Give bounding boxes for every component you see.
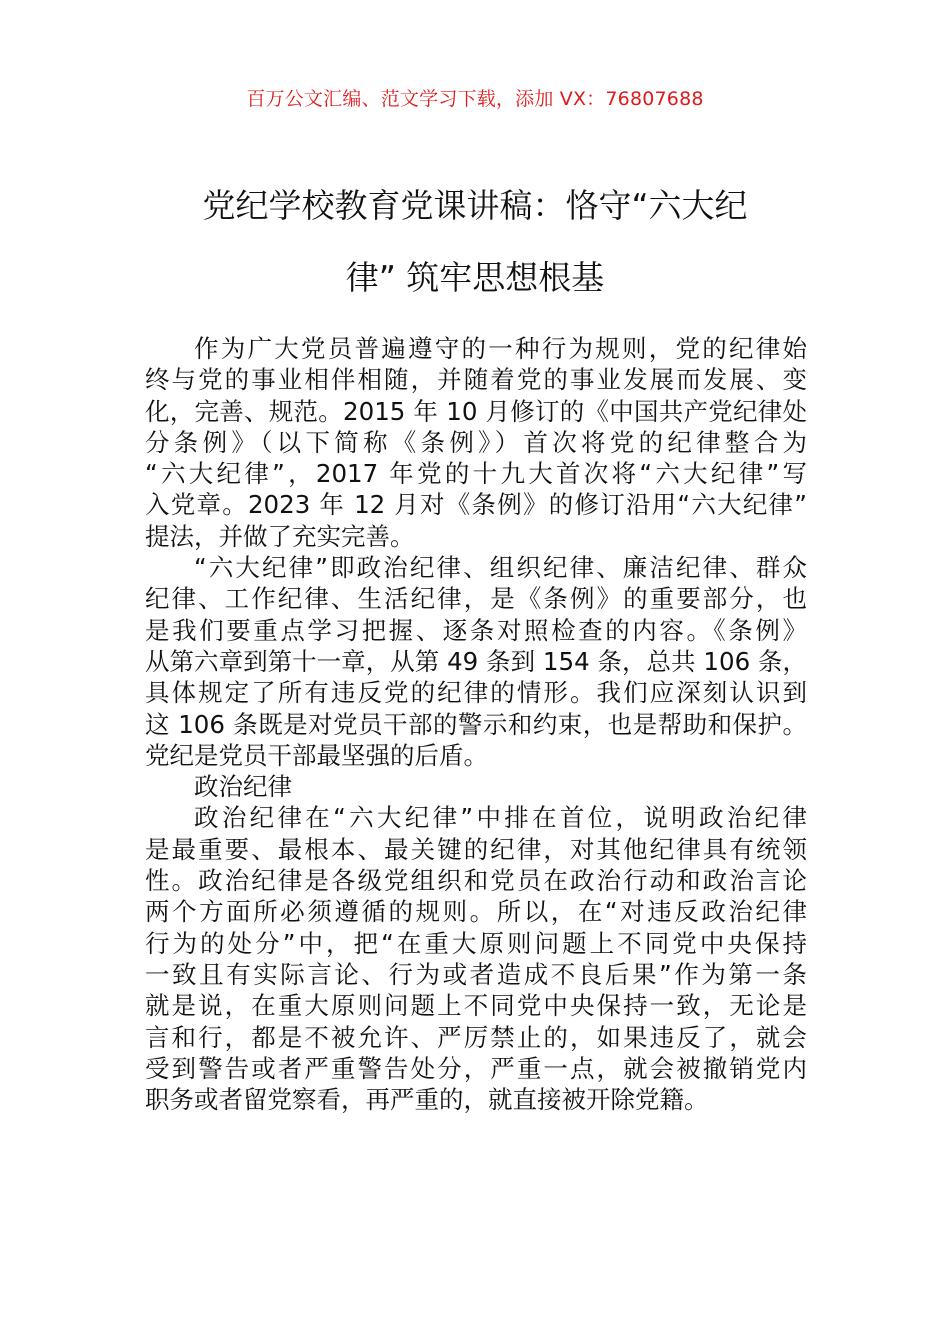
text-line: 分条例》（以下简称《条例》）首次将党的纪律整合为 <box>145 427 807 457</box>
text-line: 具体规定了所有违反党的纪律的情形。我们应深刻认识到 <box>145 678 807 708</box>
text-line: 行为的处分”中，把“在重大原则问题上不同党中央保持 <box>145 928 807 958</box>
paragraph-political-discipline <box>145 802 807 1115</box>
text-line: 从第六章到第十一章，从第 49 条到 154 条，总共 106 条， <box>145 646 807 676</box>
text-line: 受到警告或者严重警告处分，严重一点，就会被撤销党内 <box>145 1053 807 1083</box>
text-line: 作为广大党员普遍遵守的一种行为规则，党的纪律始 <box>194 334 807 363</box>
text-line: 化，完善、规范。2015 年 10 月修订的《中国共产党纪律处 <box>145 396 807 426</box>
document-title <box>145 170 805 314</box>
paragraph-intro <box>145 333 807 552</box>
text-line: 提法，并做了充实完善。 <box>145 521 415 551</box>
text-line: 是我们要重点学习把握、逐条对照检查的内容。《条例》 <box>145 615 807 645</box>
text-line: 言和行，都是不被允许、严厉禁止的，如果违反了，就会 <box>145 1022 807 1052</box>
title-line: 党纪学校教育党课讲稿：恪守“六大纪 <box>202 186 748 225</box>
text-line: 终与党的事业相伴相随，并随着党的事业发展而发展、变 <box>145 365 807 395</box>
text-line: 职务或者留党察看，再严重的，就直接被开除党籍。 <box>145 1085 709 1115</box>
section-heading-political-discipline <box>145 771 807 802</box>
text-line: 一致且有实际言论、行为或者造成不良后果”作为第一条 <box>145 959 807 989</box>
paragraph-six-disciplines <box>145 552 807 771</box>
text-line: 入党章。2023 年 12 月对《条例》的修订沿用“六大纪律” <box>145 490 807 520</box>
document-body <box>145 333 807 1115</box>
text-line: 两个方面所必须遵循的规则。所以，在“对违反政治纪律 <box>145 897 807 927</box>
text-line: 纪律、工作纪律、生活纪律，是《条例》的重要部分，也 <box>145 584 807 614</box>
text-line: 是最重要、最根本、最关键的纪律，对其他纪律具有统领 <box>145 834 807 864</box>
text-line: “六大纪律”即政治纪律、组织纪律、廉洁纪律、群众 <box>194 553 807 583</box>
text-line: “六大纪律”，2017 年党的十九大首次将“六大纪律”写 <box>145 459 807 489</box>
text-line: 性。政治纪律是各级党组织和党员在政治行动和政治言论 <box>145 866 807 896</box>
text-line: 政治纪律在“六大纪律”中排在首位，说明政治纪律 <box>194 803 807 833</box>
text-line: 这 106 条既是对党员干部的警示和约束，也是帮助和保护。 <box>145 709 807 739</box>
title-line: 律” 筑牢思想根基 <box>345 258 605 297</box>
section-heading: 政治纪律 <box>194 772 292 802</box>
text-line: 党纪是党员干部最坚强的后盾。 <box>145 740 488 770</box>
watermark-banner: 百万公文汇编、范文学习下载，添加 VX：76807688 <box>246 88 704 110</box>
text-line: 就是说，在重大原则问题上不同党中央保持一致，无论是 <box>145 991 807 1021</box>
